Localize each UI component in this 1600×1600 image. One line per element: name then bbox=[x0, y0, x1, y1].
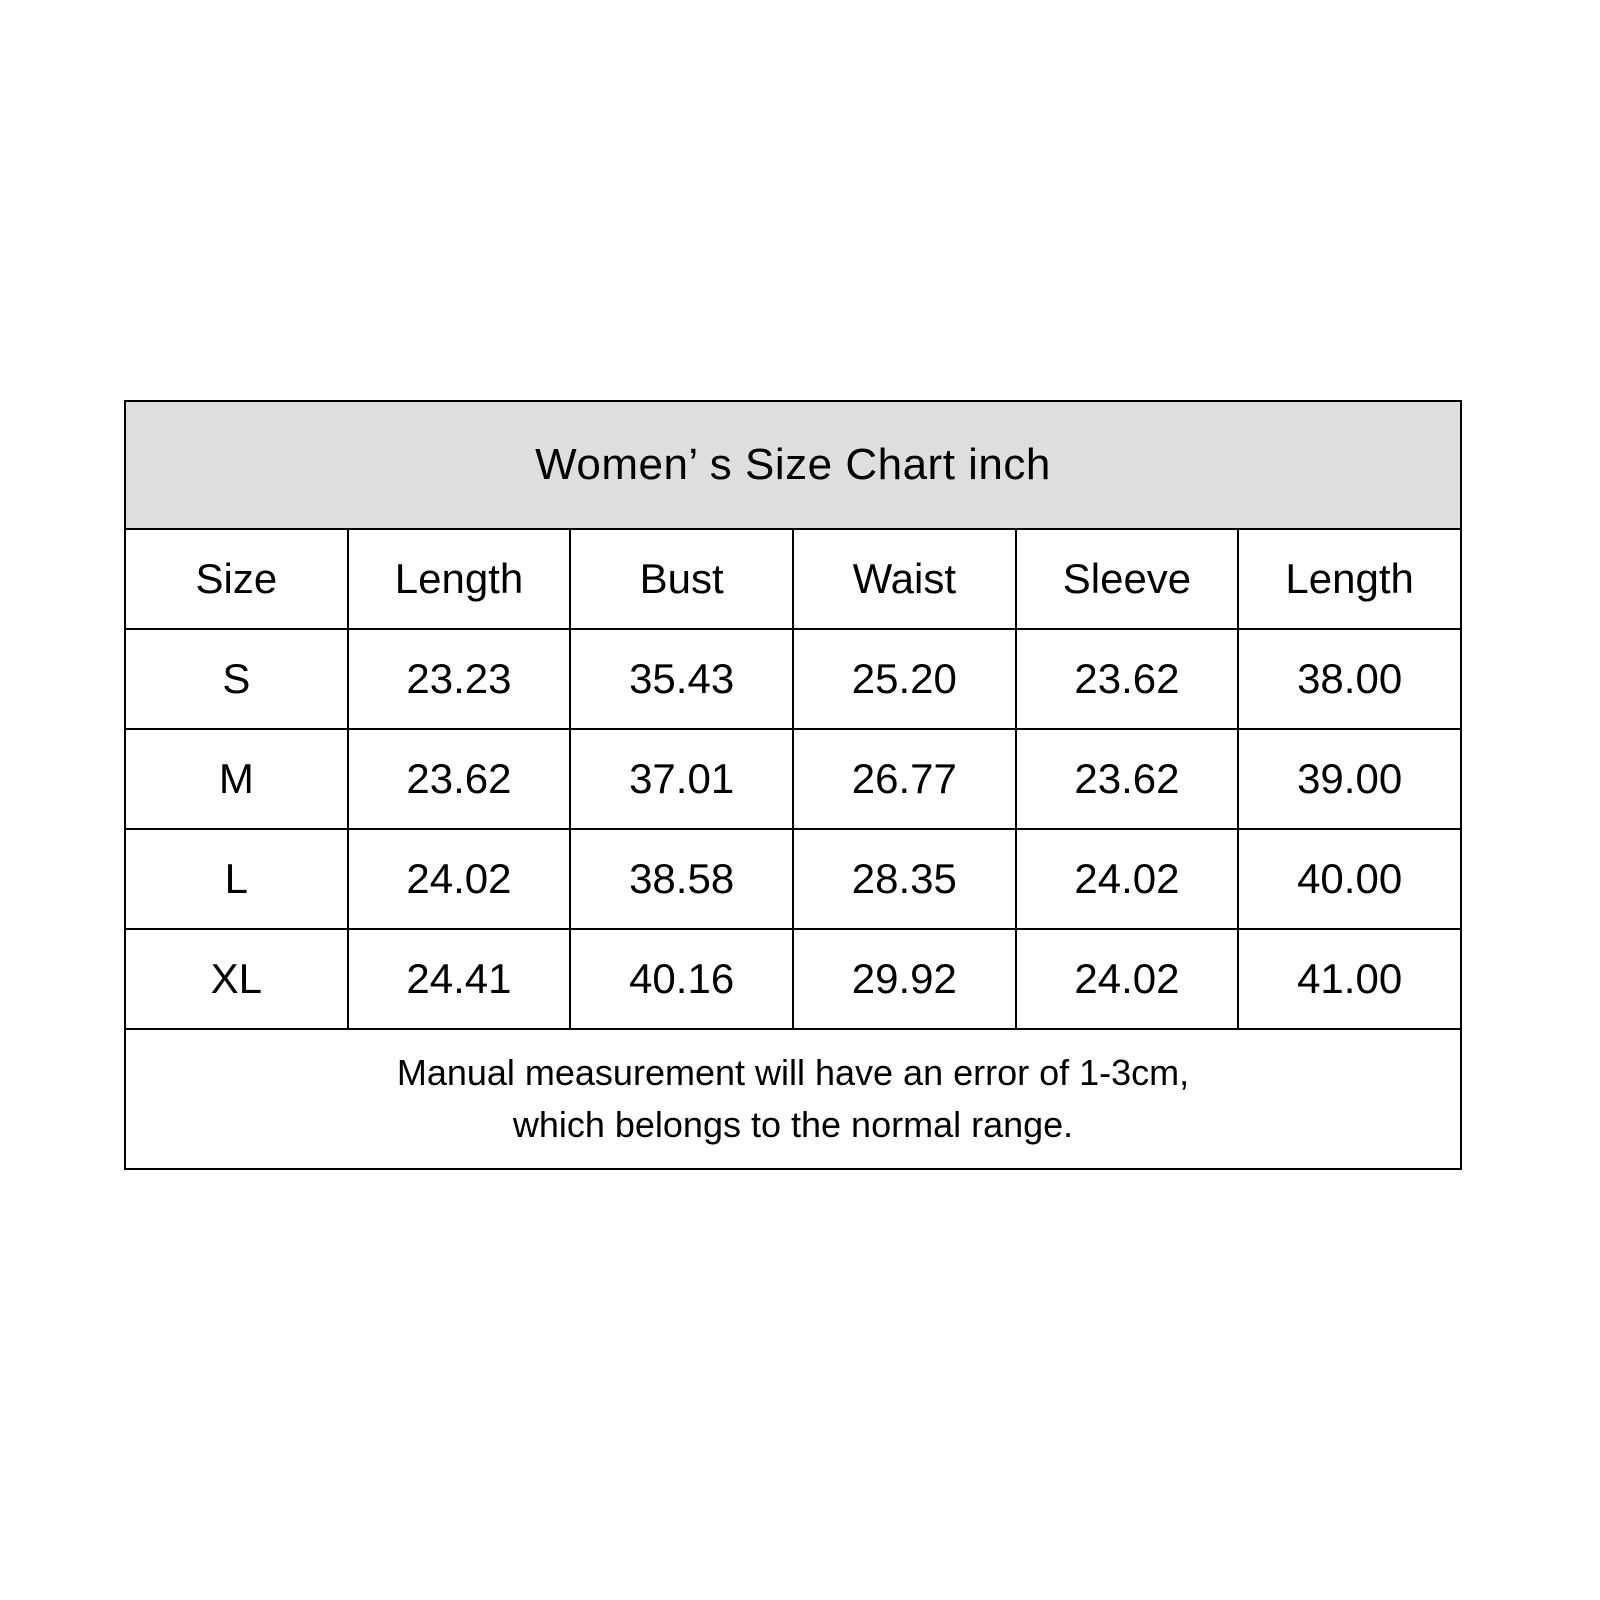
note-line-1: Manual measurement will have an error of 1-3cm, bbox=[396, 1051, 1190, 1093]
column-header-bust: Bust bbox=[570, 529, 793, 629]
cell-length: 23.23 bbox=[348, 629, 571, 729]
column-header-size: Size bbox=[125, 529, 348, 629]
cell-waist: 25.20 bbox=[793, 629, 1016, 729]
column-header-length-2: Length bbox=[1238, 529, 1461, 629]
column-header-sleeve: Sleeve bbox=[1016, 529, 1239, 629]
title-row bbox=[125, 401, 1461, 529]
table-row bbox=[125, 929, 1461, 1029]
cell-bust: 35.43 bbox=[570, 629, 793, 729]
size-chart-table bbox=[124, 400, 1462, 1170]
cell-sleeve: 24.02 bbox=[1016, 829, 1239, 929]
cell-length: 24.41 bbox=[348, 929, 571, 1029]
table-header-row bbox=[125, 529, 1461, 629]
cell-sleeve: 23.62 bbox=[1016, 629, 1239, 729]
cell-size: XL bbox=[125, 929, 348, 1029]
column-header-waist: Waist bbox=[793, 529, 1016, 629]
note-row bbox=[125, 1029, 1461, 1169]
measurement-note bbox=[125, 1029, 1461, 1169]
cell-length: 24.02 bbox=[348, 829, 571, 929]
column-header-length: Length bbox=[348, 529, 571, 629]
note-line-2: which belongs to the normal range. bbox=[512, 1104, 1074, 1145]
chart-title: Women’ s Size Chart inch bbox=[125, 401, 1461, 529]
cell-size: M bbox=[125, 729, 348, 829]
cell-bust: 38.58 bbox=[570, 829, 793, 929]
cell-size: L bbox=[125, 829, 348, 929]
cell-length-2: 39.00 bbox=[1238, 729, 1461, 829]
cell-length-2: 41.00 bbox=[1238, 929, 1461, 1029]
cell-bust: 40.16 bbox=[570, 929, 793, 1029]
table-row bbox=[125, 729, 1461, 829]
cell-length-2: 40.00 bbox=[1238, 829, 1461, 929]
cell-waist: 26.77 bbox=[793, 729, 1016, 829]
cell-size: S bbox=[125, 629, 348, 729]
size-chart-container bbox=[124, 400, 1462, 1170]
cell-length: 23.62 bbox=[348, 729, 571, 829]
cell-waist: 29.92 bbox=[793, 929, 1016, 1029]
cell-length-2: 38.00 bbox=[1238, 629, 1461, 729]
table-row bbox=[125, 829, 1461, 929]
cell-sleeve: 23.62 bbox=[1016, 729, 1239, 829]
cell-sleeve: 24.02 bbox=[1016, 929, 1239, 1029]
cell-waist: 28.35 bbox=[793, 829, 1016, 929]
table-row bbox=[125, 629, 1461, 729]
cell-bust: 37.01 bbox=[570, 729, 793, 829]
